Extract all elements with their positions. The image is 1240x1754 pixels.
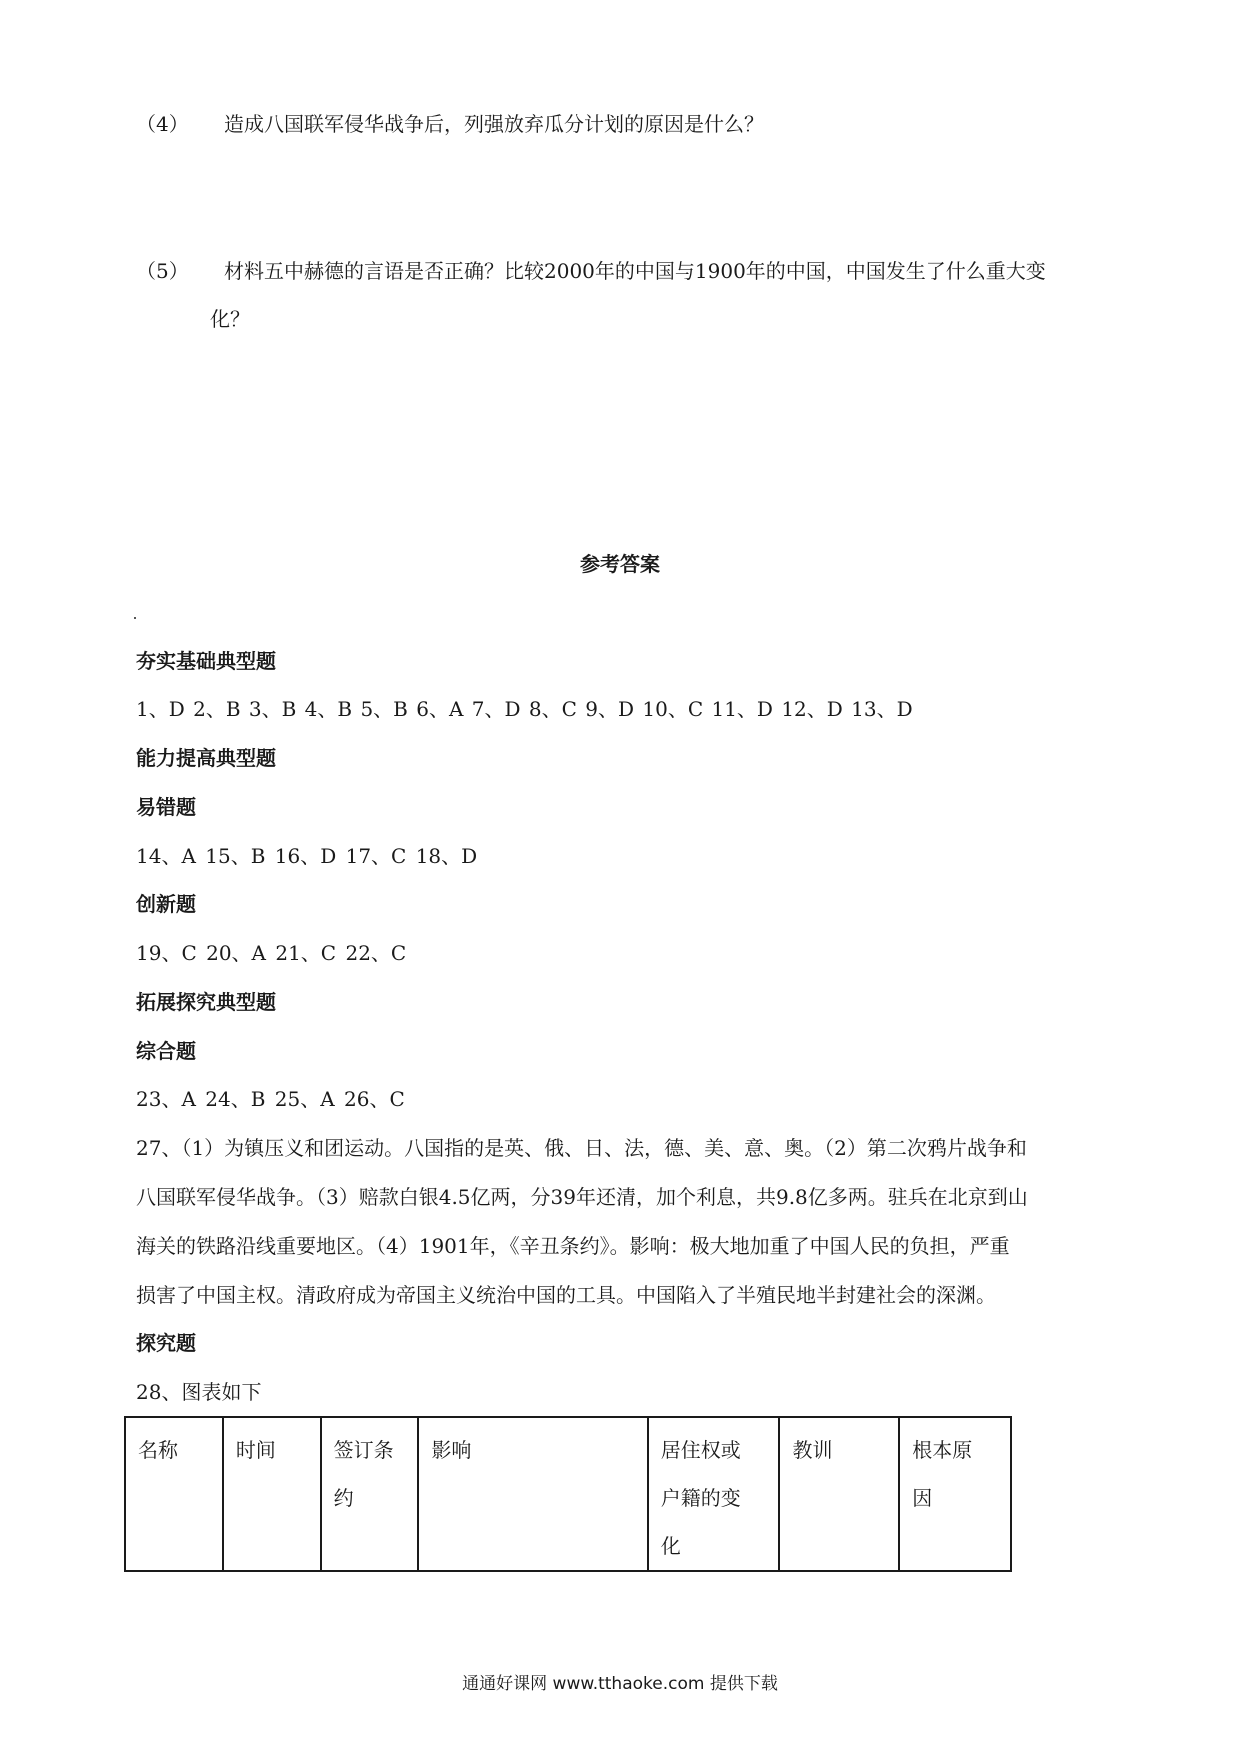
- page-footer: 通通好课网 www.tthaoke.com 提供下载: [462, 1674, 778, 1694]
- table-header-line: 教训: [792, 1438, 833, 1462]
- error-heading: 易错题: [136, 795, 196, 819]
- question-5-number: （5）: [136, 259, 189, 283]
- q27-line-1: 27、（1）为镇压义和团运动。八国指的是英、俄、日、法，德、美、意、奥。（2）第二次鸦片战争和: [136, 1136, 1027, 1160]
- table-header-line: 户籍的变: [660, 1486, 741, 1510]
- error-answers: 14、A 15、B 16、D 17、C 18、D: [136, 844, 478, 868]
- question-5-text: 材料五中赫德的言语是否正确？比较2000年的中国与1900年的中国，中国发生了什么重大变: [224, 259, 1046, 283]
- answer-table: [124, 1416, 1012, 1572]
- table-header-line: 约: [333, 1486, 354, 1510]
- table-header-line: 化: [660, 1534, 681, 1558]
- explore-heading: 探究题: [136, 1331, 196, 1355]
- question-4-text: 造成八国联军侵华战争后，列强放弃瓜分计划的原因是什么？: [224, 112, 764, 136]
- question-4-number: （4）: [136, 112, 189, 136]
- table-header-line: 影响: [431, 1438, 472, 1462]
- table-header-cell: [648, 1417, 780, 1571]
- table-header-line: 因: [912, 1486, 933, 1510]
- q27-line-3: 海关的铁路沿线重要地区。（4）1901年，《辛丑条约》。影响：极大地加重了中国人民的负担，严重: [136, 1234, 1010, 1258]
- table-header-line: 根本原: [912, 1438, 973, 1462]
- table-header-cell: [223, 1417, 321, 1571]
- stray-mark: [134, 617, 136, 619]
- table-header-row: [125, 1417, 1011, 1571]
- table-header-cell: [125, 1417, 223, 1571]
- question-5-text-continued: 化？: [210, 307, 250, 331]
- q27-line-4: 损害了中国主权。清政府成为帝国主义统治中国的工具。中国陷入了半殖民地半封建社会的深渊。: [136, 1283, 996, 1307]
- ability-heading: 能力提高典型题: [136, 746, 276, 770]
- expand-heading: 拓展探究典型题: [136, 990, 276, 1014]
- table-header-line: 居住权或: [660, 1438, 741, 1462]
- table-header-line: 签订条: [333, 1438, 394, 1462]
- answers-title: 参考答案: [580, 552, 660, 576]
- basic-heading: 夯实基础典型题: [136, 649, 276, 673]
- q27-line-2: 八国联军侵华战争。（3）赔款白银4.5亿两，分39年还清，加个利息，共9.8亿多两。驻兵在北京到山: [136, 1185, 1028, 1209]
- innovation-answers: 19、C 20、A 21、C 22、C: [136, 941, 407, 965]
- basic-answers: 1、D 2、B 3、B 4、B 5、B 6、A 7、D 8、C 9、D 10、C 11、D 12、D 13、D: [136, 697, 913, 721]
- comprehensive-answers: 23、A 24、B 25、A 26、C: [136, 1087, 405, 1111]
- table-header-cell: [418, 1417, 647, 1571]
- comprehensive-heading: 综合题: [136, 1039, 196, 1063]
- table-header-line: 时间: [235, 1438, 276, 1462]
- table-header-line: 名称: [138, 1438, 178, 1462]
- table-header-cell: [321, 1417, 419, 1571]
- innovation-heading: 创新题: [136, 892, 196, 916]
- table-header-cell: [779, 1417, 899, 1571]
- q28-line: 28、图表如下: [136, 1380, 262, 1404]
- table-header-cell: [899, 1417, 1011, 1571]
